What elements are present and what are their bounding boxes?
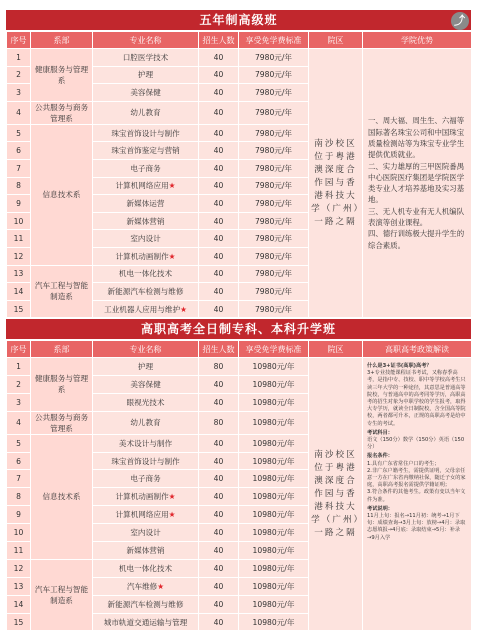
advantage-item: 一、周大福、周生生、六福等国际著名珠宝公司和中国珠宝质量检测站等为珠宝专业学生提供优质就业。 [368, 116, 465, 160]
fee-cell: 10980元/年 [239, 393, 309, 411]
policy-cell [363, 358, 472, 631]
fee-cell: 10980元/年 [239, 542, 309, 560]
policy-heading: 考试科目： [367, 429, 393, 436]
major-cell [93, 124, 199, 142]
major-name: 珠宝首饰设计与制作 [111, 456, 180, 466]
fee-cell: 10980元/年 [239, 524, 309, 542]
major-cell [93, 470, 199, 488]
table-row [7, 358, 472, 376]
count-cell: 40 [199, 613, 239, 631]
advantage-item: 三、无人机专业有无人机编队表演等创业课程。 [368, 206, 465, 228]
count-cell: 40 [199, 488, 239, 506]
major-cell [93, 177, 199, 195]
major-cell [93, 142, 199, 160]
policy-text: 1.具有广东省常住户口的考生； [367, 460, 440, 467]
section1-title-text: 五年制高级班 [199, 13, 278, 27]
section1-header-row [7, 32, 472, 49]
count-cell: 40 [199, 434, 239, 452]
policy-heading: 什么是3+证书(高职)高考？ [367, 363, 432, 369]
policy-text: 语文（150分）数学（150分）英语（150分） [367, 437, 465, 451]
header-advantages: 学院优势 [363, 32, 472, 49]
row-number: 6 [7, 452, 31, 470]
header-fee: 享受免学费标准 [239, 341, 309, 358]
star-icon: ★ [168, 492, 176, 502]
major-name: 计算机动画制作 [115, 251, 169, 261]
policy-heading: 考试说明： [367, 505, 393, 512]
dept-cell: 公共服务与商务管理系 [31, 411, 93, 434]
major-cell [93, 506, 199, 524]
header-count: 招生人数 [199, 32, 239, 49]
fee-cell: 10980元/年 [239, 613, 309, 631]
fee-cell: 7980元/年 [239, 177, 309, 195]
fee-cell: 10980元/年 [239, 488, 309, 506]
row-number: 14 [7, 595, 31, 613]
major-cell [93, 49, 199, 67]
major-name: 电子商务 [130, 163, 161, 173]
section1-table [6, 31, 472, 318]
count-cell: 40 [199, 66, 239, 84]
fee-cell: 7980元/年 [239, 265, 309, 283]
major-name: 新媒体运营 [126, 198, 165, 208]
policy-text: 3+专业技能课程证书考试，又称春季高考，是指中专、技校、职中等学校高考生只读三年大学的一种途径，其意思是普通高等院校，与普通高中的高考同等学历，高职高考的招生对象为中职学校的学生报考，取得大专学历，就读全日制院校，含全国高等院校，两者都可升本，正规的高职高考是给中专生的考试。 [367, 370, 466, 427]
fee-cell: 7980元/年 [239, 300, 309, 318]
section2-table [6, 340, 472, 631]
major-cell [93, 66, 199, 84]
table-row [7, 49, 472, 67]
share-icon[interactable]: ⤴ [451, 12, 469, 30]
header-campus: 院区 [309, 32, 363, 49]
row-number: 8 [7, 177, 31, 195]
major-cell [93, 230, 199, 248]
fee-cell: 10980元/年 [239, 577, 309, 595]
major-cell [93, 559, 199, 577]
major-cell [93, 452, 199, 470]
fee-cell: 7980元/年 [239, 124, 309, 142]
campus-text: 南沙校区位于粤港澳深度合作园与香港科技大学（广州）一路之隔 [311, 138, 360, 227]
count-cell: 40 [199, 195, 239, 213]
fee-cell: 7980元/年 [239, 247, 309, 265]
row-number: 7 [7, 470, 31, 488]
major-cell [93, 375, 199, 393]
major-cell [93, 195, 199, 213]
major-name: 口腔医学技术 [122, 52, 169, 62]
campus-text: 南沙校区位于粤港澳深度合作园与香港科技大学（广州）一路之隔 [311, 449, 360, 538]
major-cell [93, 411, 199, 434]
policy-heading: 报名条件： [367, 453, 393, 460]
header-dept: 系部 [31, 32, 93, 49]
campus-cell [309, 358, 363, 631]
policy-text: 11月上旬：报名→11月初：统考→1月下旬：成绩查询→3月上旬：放榜→4月：录取志愿填报→4月底：录取结束→5月：补录→9月入学 [367, 513, 466, 541]
row-number: 4 [7, 411, 31, 434]
row-number: 6 [7, 142, 31, 160]
major-name: 眼视光技术 [126, 397, 165, 407]
policy-text: 3.符合条件的其他考生。政策有变以当年文件为准。 [367, 489, 466, 503]
count-cell: 40 [199, 247, 239, 265]
header-fee: 享受免学费标准 [239, 32, 309, 49]
major-name: 计算机动画制作 [115, 492, 169, 502]
major-cell [93, 488, 199, 506]
major-name: 美术设计与制作 [118, 438, 173, 448]
fee-cell: 7980元/年 [239, 283, 309, 301]
major-name: 电子商务 [130, 474, 161, 484]
count-cell: 40 [199, 559, 239, 577]
row-number: 7 [7, 159, 31, 177]
row-number: 2 [7, 375, 31, 393]
major-name: 机电一体化技术 [118, 563, 173, 573]
header-count: 招生人数 [199, 341, 239, 358]
count-cell: 40 [199, 300, 239, 318]
row-number: 12 [7, 247, 31, 265]
header-major: 专业名称 [93, 341, 199, 358]
major-name: 城市轨道交通运输与管理 [103, 617, 188, 627]
header-major: 专业名称 [93, 32, 199, 49]
fee-cell: 10980元/年 [239, 470, 309, 488]
advantages-cell [363, 49, 472, 318]
major-name: 新能源汽车检测与维修 [107, 599, 184, 609]
fee-cell: 7980元/年 [239, 66, 309, 84]
major-name: 幼儿教育 [130, 108, 161, 118]
row-number: 11 [7, 230, 31, 248]
row-number: 1 [7, 49, 31, 67]
major-cell [93, 101, 199, 124]
major-name: 珠宝首饰鉴定与营销 [111, 146, 180, 156]
major-name: 汽车维修 [126, 581, 158, 591]
major-name: 新媒体营销 [126, 545, 165, 555]
count-cell: 40 [199, 230, 239, 248]
count-cell: 40 [199, 101, 239, 124]
row-number: 13 [7, 577, 31, 595]
row-number: 12 [7, 559, 31, 577]
count-cell: 40 [199, 265, 239, 283]
major-name: 珠宝首饰设计与制作 [111, 128, 180, 138]
major-name: 幼儿教育 [130, 418, 161, 428]
major-cell [93, 542, 199, 560]
count-cell: 40 [199, 177, 239, 195]
major-cell [93, 434, 199, 452]
major-cell [93, 300, 199, 318]
fee-cell: 10980元/年 [239, 434, 309, 452]
major-cell [93, 247, 199, 265]
section2-title [6, 319, 471, 339]
fee-cell: 7980元/年 [239, 49, 309, 67]
header-campus: 院区 [309, 341, 363, 358]
row-number: 15 [7, 300, 31, 318]
star-icon: ★ [180, 304, 187, 314]
major-cell [93, 159, 199, 177]
count-cell: 40 [199, 142, 239, 160]
count-cell: 40 [199, 470, 239, 488]
row-number: 10 [7, 212, 31, 230]
dept-cell: 健康服务与管理系 [31, 49, 93, 102]
major-name: 室内设计 [130, 234, 161, 244]
major-cell [93, 283, 199, 301]
major-name: 护理 [137, 361, 154, 371]
fee-cell: 7980元/年 [239, 195, 309, 213]
star-icon: ★ [168, 181, 176, 191]
major-cell [93, 524, 199, 542]
count-cell: 40 [199, 375, 239, 393]
count-cell: 40 [199, 212, 239, 230]
count-cell: 40 [199, 452, 239, 470]
row-number: 3 [7, 393, 31, 411]
dept-cell: 信息技术系 [31, 434, 93, 559]
row-number: 11 [7, 542, 31, 560]
major-cell [93, 393, 199, 411]
count-cell: 40 [199, 124, 239, 142]
policy-text: 2.非广东户籍考生，需提供证明，父母亲任意一方在广东省内缴纳社保，随迁子女的家庭，高职高考报名需提供学籍证明； [367, 467, 466, 489]
major-cell [93, 212, 199, 230]
section2-title-text: 高职高考全日制专科、本科升学班 [140, 322, 336, 336]
count-cell: 40 [199, 524, 239, 542]
major-name: 美容保健 [130, 379, 161, 389]
row-number: 9 [7, 506, 31, 524]
fee-cell: 10980元/年 [239, 452, 309, 470]
count-cell: 40 [199, 84, 239, 102]
count-cell: 40 [199, 49, 239, 67]
row-number: 10 [7, 524, 31, 542]
major-name: 计算机网络应用 [115, 510, 169, 520]
fee-cell: 10980元/年 [239, 358, 309, 376]
row-number: 4 [7, 101, 31, 124]
count-cell: 40 [199, 159, 239, 177]
row-number: 3 [7, 84, 31, 102]
major-name: 新能源汽车检测与维修 [107, 286, 184, 296]
row-number: 9 [7, 195, 31, 213]
section2-header-row [7, 341, 472, 358]
major-cell [93, 265, 199, 283]
fee-cell: 7980元/年 [239, 159, 309, 177]
row-number: 13 [7, 265, 31, 283]
fee-cell: 7980元/年 [239, 101, 309, 124]
major-name: 护理 [137, 70, 154, 80]
row-number: 14 [7, 283, 31, 301]
count-cell: 80 [199, 411, 239, 434]
count-cell: 40 [199, 542, 239, 560]
major-name: 工业机器人应用与维护 [104, 304, 181, 314]
fee-cell: 10980元/年 [239, 375, 309, 393]
major-name: 计算机网络应用 [115, 181, 169, 191]
major-name: 美容保健 [130, 87, 161, 97]
row-number: 5 [7, 124, 31, 142]
header-policy: 高职高考政策解读 [363, 341, 472, 358]
row-number: 2 [7, 66, 31, 84]
star-icon: ★ [168, 251, 176, 261]
header-no: 序号 [7, 341, 31, 358]
major-cell [93, 577, 199, 595]
row-number: 15 [7, 613, 31, 631]
row-number: 1 [7, 358, 31, 376]
header-dept: 系部 [31, 341, 93, 358]
count-cell: 80 [199, 358, 239, 376]
major-cell [93, 84, 199, 102]
count-cell: 40 [199, 283, 239, 301]
star-icon: ★ [168, 510, 176, 520]
header-no: 序号 [7, 32, 31, 49]
row-number: 5 [7, 434, 31, 452]
campus-cell [309, 49, 363, 318]
fee-cell: 7980元/年 [239, 84, 309, 102]
fee-cell: 7980元/年 [239, 230, 309, 248]
count-cell: 40 [199, 577, 239, 595]
fee-cell: 7980元/年 [239, 142, 309, 160]
count-cell: 40 [199, 595, 239, 613]
advantage-item: 二、实力雄厚的三甲医院番禺中心医院医疗集团是学院医学类专业人才培养基地及实习基地。 [368, 161, 465, 205]
fee-cell: 7980元/年 [239, 212, 309, 230]
major-cell [93, 358, 199, 376]
star-icon: ★ [157, 581, 165, 591]
fee-cell: 10980元/年 [239, 506, 309, 524]
major-name: 机电一体化技术 [118, 269, 173, 279]
major-name: 室内设计 [130, 528, 161, 538]
major-cell [93, 613, 199, 631]
count-cell: 40 [199, 506, 239, 524]
advantage-item: 四、德行训练极大提升学生的综合素质。 [368, 229, 465, 250]
fee-cell: 10980元/年 [239, 595, 309, 613]
major-name: 新媒体营销 [126, 216, 165, 226]
dept-cell: 汽车工程与智能制造系 [31, 265, 93, 318]
fee-cell: 10980元/年 [239, 559, 309, 577]
count-cell: 40 [199, 393, 239, 411]
dept-cell: 汽车工程与智能制造系 [31, 559, 93, 631]
dept-cell: 健康服务与管理系 [31, 358, 93, 412]
section1-title [6, 10, 471, 30]
dept-cell: 信息技术系 [31, 124, 93, 265]
major-cell [93, 595, 199, 613]
row-number: 8 [7, 488, 31, 506]
fee-cell: 10980元/年 [239, 411, 309, 434]
dept-cell: 公共服务与商务管理系 [31, 101, 93, 124]
